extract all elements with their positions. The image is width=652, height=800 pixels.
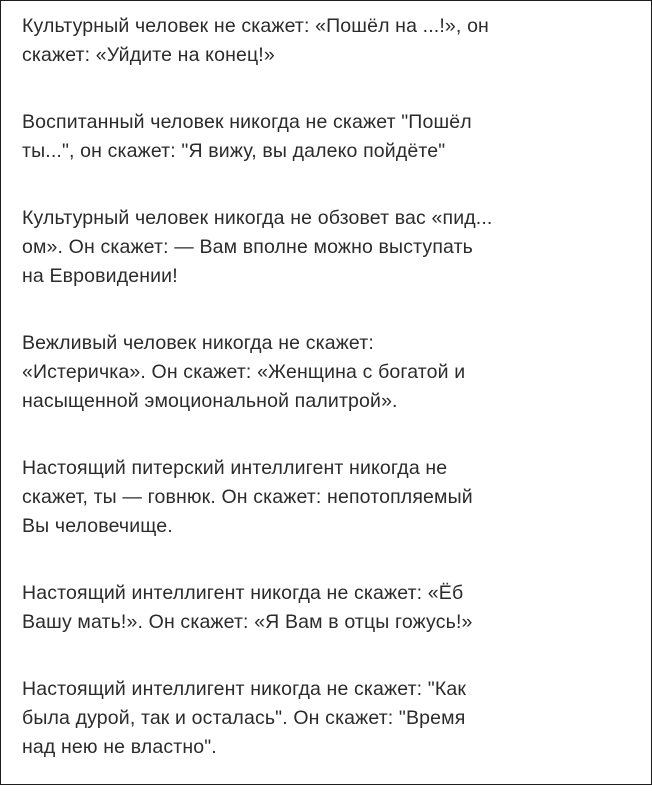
text-content [22,12,642,800]
paragraph-1 [22,12,642,70]
paragraph-5 [22,454,642,541]
paragraph-line: Настоящий интеллигент никогда не скажет: «Ёб [22,582,464,604]
paragraph-3 [22,204,642,291]
paragraph-line: «Истеричка». Он скажет: «Женщина с богатой и [22,361,466,383]
paragraph-line: Культурный человек никогда не обзовет вас «пид... [22,207,493,229]
paragraph-line: Вашу мать!». Он скажет: «Я Вам в отцы гожусь!» [22,611,473,633]
paragraph-line: скажет, ты — говнюк. Он скажет: непотопляемый [22,486,473,508]
paragraph-6 [22,579,642,637]
paragraph-line: над нею не властно". [22,736,217,758]
paragraph-line: ом». Он скажет: — Вам вполне можно выступать [22,236,473,258]
paragraph-line: ты...", он скажет: "Я вижу, вы далеко пойдёте" [22,140,446,162]
paragraph-7 [22,675,642,762]
paragraph-line: насыщенной эмоциональной палитрой». [22,390,398,412]
paragraph-line: была дурой, так и осталась". Он скажет: "Время [22,707,466,729]
paragraph-line: Вежливый человек никогда не скажет: [22,332,374,354]
paragraph-line: скажет: «Уйдите на конец!» [22,44,275,66]
paragraph-4 [22,329,642,416]
paragraph-line: Воспитанный человек никогда не скажет "Пошёл [22,111,472,133]
paragraph-line: на Евровидении! [22,265,178,287]
paragraph-line: Настоящий интеллигент никогда не скажет: "Как [22,678,467,700]
paragraph-2 [22,108,642,166]
paragraph-line: Настоящий питерский интеллигент никогда не [22,457,448,479]
paragraph-line: Культурный человек не скажет: «Пошёл на ...!», он [22,15,489,37]
paragraph-line: Вы человечище. [22,515,173,537]
